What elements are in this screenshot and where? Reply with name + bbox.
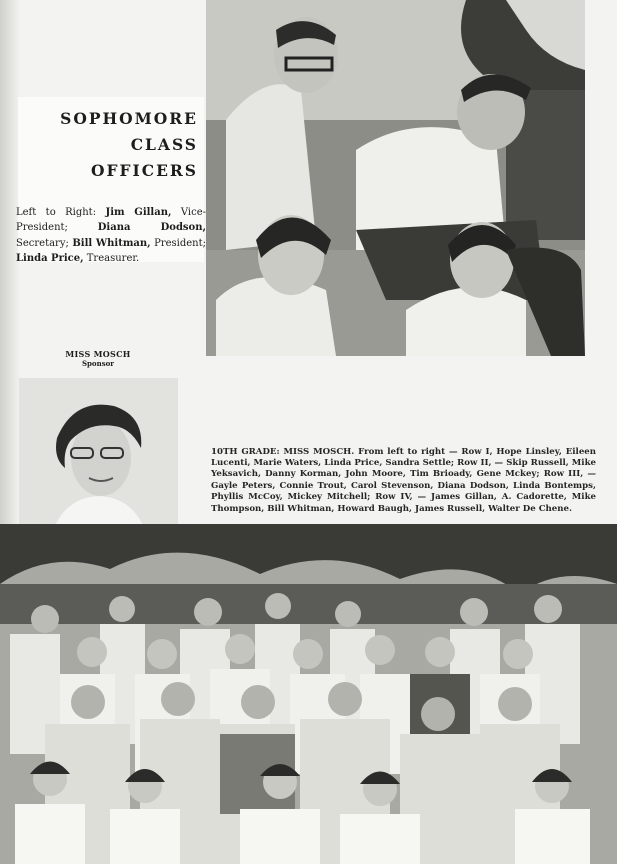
officer-name-1: Jim Gillan, <box>105 207 172 218</box>
sponsor-role: Sponsor <box>81 359 114 368</box>
class-photo <box>0 524 617 864</box>
officer-role-4: Treasurer. <box>86 253 140 265</box>
grade-caption: 10TH GRADE: MISS MOSCH. From left to right — Row I, Hope Linsley, Eileen Lucenti, Marie Waters, Linda Price, Sandra Settle; Row II, — Skip Russell, Mike Yeksavich, Danny Korman, John Moore, Tim Brioady, Gene Mckey; Row III, — Gayle Peters, Connie Trout, Carol Stevenson, Diana Dodson, Linda Bontemps, Phyllis McCoy, Mickey Mitchell; Row IV, — James Gillan, A. Cadorette, Mike Thompson, Bill Whitman, Howard Baugh, James Russell, Walter De Chene. <box>211 446 596 514</box>
class-photo-image <box>0 524 617 864</box>
officers-photo <box>206 0 585 356</box>
title-line-1: SOPHOMORE <box>60 109 198 128</box>
officer-role-2: Secretary; <box>16 237 69 249</box>
sponsor-photo-image <box>19 378 178 544</box>
title-line-3: OFFICERS <box>91 161 198 180</box>
officer-role-1: Vice-President; <box>16 207 207 234</box>
officer-role-3: President; <box>154 237 206 249</box>
officer-name-4: Linda Price, <box>16 253 84 265</box>
officer-name-3: Bill Whitman, <box>72 237 151 249</box>
sponsor-name: MISS MOSCH <box>65 349 131 359</box>
sponsor-photo <box>19 378 178 544</box>
title-block <box>16 97 207 265</box>
officers-caption <box>16 205 206 267</box>
caption-intro: Left to Right: <box>16 207 97 218</box>
officers-photo-image <box>206 0 585 356</box>
officer-name-2: Diana Dodson, <box>97 222 206 234</box>
title-line-2: CLASS <box>130 135 198 154</box>
